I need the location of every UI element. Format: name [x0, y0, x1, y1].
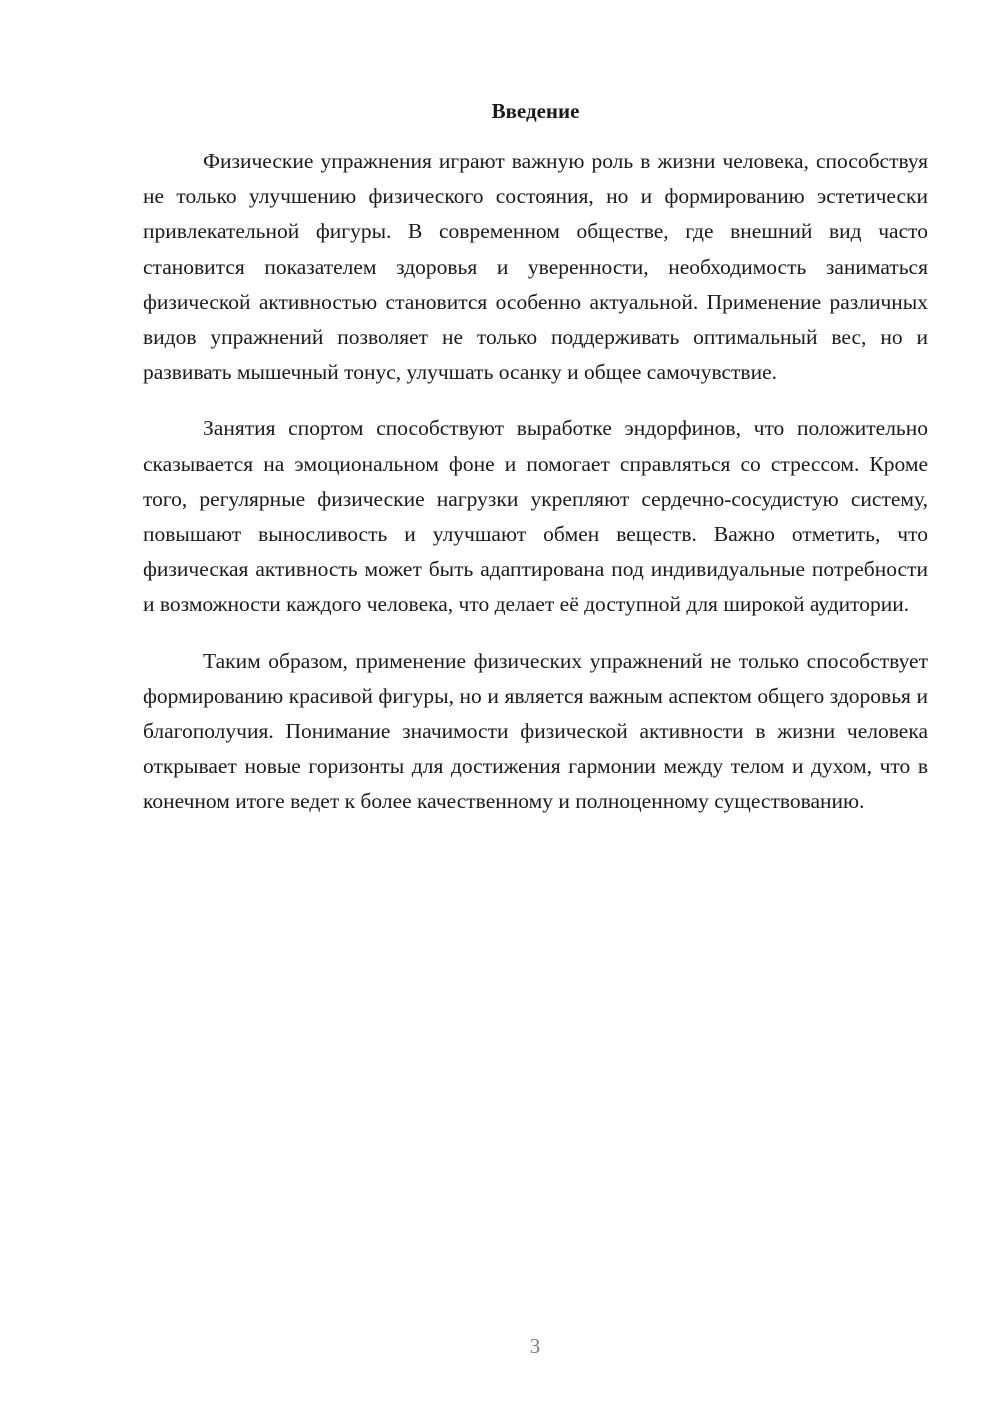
- page-number: 3: [529, 1334, 541, 1358]
- paragraph-3: Таким образом, применение физических упражнений не только способствует формированию красивой фигуры, но и является важным аспектом общего здоровья и благополучия. Понимание значимости физической активности в жизни человека открывает новые горизонты для достижения гармонии между телом и духом, что в конечном итоге ведет к более качественному и полноценному существованию.: [143, 648, 928, 814]
- section-heading: Введение: [491, 99, 580, 123]
- paragraph-2: Занятия спортом способствуют выработке эндорфинов, что положительно сказывается на эмоциональном фоне и помогает справляться со стрессом. Кроме того, регулярные физические нагрузки укрепляют сердечно-сосудистую систему, повышают выносливость и улучшают обмен веществ. Важно отметить, что физическая активность может быть адаптирована под индивидуальные потребности и возможности каждого человека, что делает её доступной для широкой аудитории.: [143, 416, 928, 617]
- body-text: [143, 144, 928, 841]
- paragraph-1: Физические упражнения играют важную роль в жизни человека, способствуя не только улучшению физического состояния, но и формированию эстетически привлекательной фигуры. В современном обществе, где внешний вид часто становится показателем здоровья и уверенности, необходимость заниматься физической активностью становится особенно актуальной. Применение различных видов упражнений позволяет не только поддерживать оптимальный вес, но и развивать мышечный тонус, улучшать осанку и общее самочувствие.: [143, 149, 928, 385]
